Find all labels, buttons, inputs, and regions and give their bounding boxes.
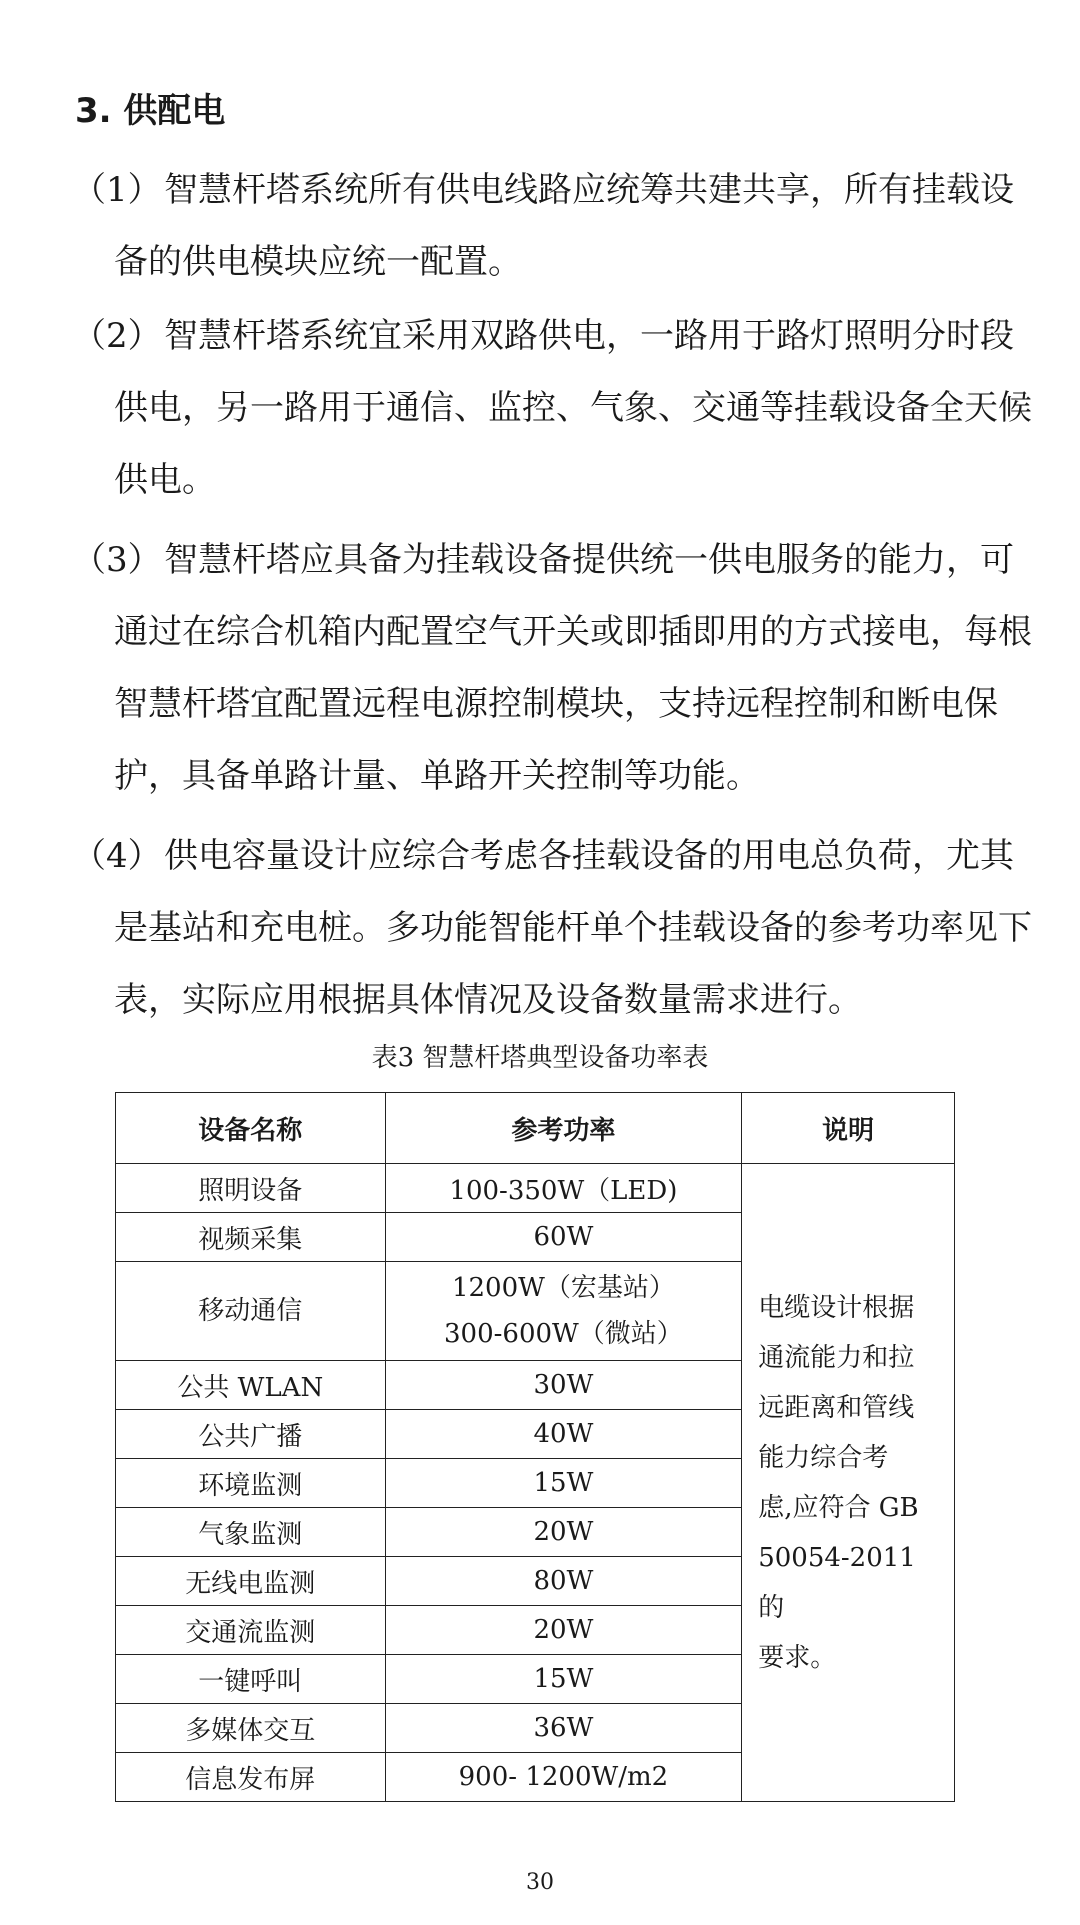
paragraph-line: 通过在综合机箱内配置空气开关或即插即用的方式接电，每根: [114, 612, 1032, 652]
item-number: （1）: [72, 170, 162, 210]
device-power: 40W: [385, 1410, 742, 1459]
item-number: （4）: [72, 836, 162, 876]
device-name: 多媒体交互: [116, 1704, 386, 1753]
note-line: 通流能力和拉: [758, 1342, 915, 1373]
section-heading: 3. 供配电: [75, 91, 226, 131]
table-row: [116, 1164, 955, 1213]
item-number: （3）: [72, 540, 162, 580]
device-power: 15W: [385, 1459, 742, 1508]
table-header-row: [116, 1093, 955, 1164]
device-power: 60W: [385, 1213, 742, 1262]
header-reference-power: 参考功率: [385, 1093, 742, 1164]
paragraph-line: 供电。: [114, 460, 216, 500]
device-name: 视频采集: [116, 1213, 386, 1262]
note-line: 50054-2011 的: [758, 1542, 916, 1623]
paragraph-line: 智慧杆塔系统宜采用双路供电，一路用于路灯照明分时段: [164, 316, 1014, 356]
page-number: 30: [526, 1870, 554, 1895]
notes-cell: [742, 1164, 955, 1802]
device-name: 一键呼叫: [116, 1655, 386, 1704]
device-power: 100-350W（LED): [385, 1164, 742, 1213]
note-line: 远距离和管线: [758, 1392, 915, 1423]
device-name: 交通流监测: [116, 1606, 386, 1655]
device-power: 20W: [385, 1508, 742, 1557]
paragraph-2: [72, 306, 1062, 522]
paragraph-line: 供电容量设计应综合考虑各挂载设备的用电总负荷，尤其: [164, 836, 1014, 876]
paragraph-line: 备的供电模块应统一配置。: [114, 242, 522, 282]
device-name: 气象监测: [116, 1508, 386, 1557]
device-power: 900- 1200W/m2: [385, 1753, 742, 1802]
device-name: 环境监测: [116, 1459, 386, 1508]
paragraph-line: 供电，另一路用于通信、监控、气象、交通等挂载设备全天候: [114, 388, 1032, 428]
item-number: （2）: [72, 316, 162, 356]
device-name: 照明设备: [116, 1164, 386, 1213]
power-line: 1200W（宏基站）: [451, 1273, 675, 1303]
device-name: 信息发布屏: [116, 1753, 386, 1802]
device-power: 30W: [385, 1361, 742, 1410]
power-line: 300-600W（微站）: [444, 1319, 683, 1349]
header-notes: 说明: [742, 1093, 955, 1164]
paragraph-4: [72, 826, 1062, 1042]
device-power: 15W: [385, 1655, 742, 1704]
device-power: 20W: [385, 1606, 742, 1655]
paragraph-line: 表，实际应用根据具体情况及设备数量需求进行。: [114, 980, 862, 1020]
device-name: 公共 WLAN: [116, 1361, 386, 1410]
header-device-name: 设备名称: [116, 1093, 386, 1164]
device-power: 36W: [385, 1704, 742, 1753]
note-line: 电缆设计根据: [758, 1292, 915, 1323]
paragraph-3: [72, 530, 1062, 818]
paragraph-1: [72, 160, 1062, 304]
paragraph-line: 智慧杆塔系统所有供电线路应统筹共建共享，所有挂载设: [164, 170, 1014, 210]
device-name: 公共广播: [116, 1410, 386, 1459]
device-name: 无线电监测: [116, 1557, 386, 1606]
paragraph-line: 智慧杆塔宜配置远程电源控制模块，支持远程控制和断电保: [114, 684, 998, 724]
device-name: 移动通信: [116, 1262, 386, 1361]
power-table: [115, 1092, 955, 1802]
note-line: 虑,应符合 GB: [758, 1492, 919, 1523]
note-line: 能力综合考: [758, 1442, 889, 1473]
paragraph-line: 是基站和充电桩。多功能智能杆单个挂载设备的参考功率见下: [114, 908, 1032, 948]
table-caption: 表3 智慧杆塔典型设备功率表: [371, 1043, 709, 1073]
device-power: [385, 1262, 742, 1361]
note-line: 要求。: [758, 1642, 837, 1673]
paragraph-line: 护，具备单路计量、单路开关控制等功能。: [114, 756, 760, 796]
paragraph-line: 智慧杆塔应具备为挂载设备提供统一供电服务的能力，可: [164, 540, 1014, 580]
device-power: 80W: [385, 1557, 742, 1606]
